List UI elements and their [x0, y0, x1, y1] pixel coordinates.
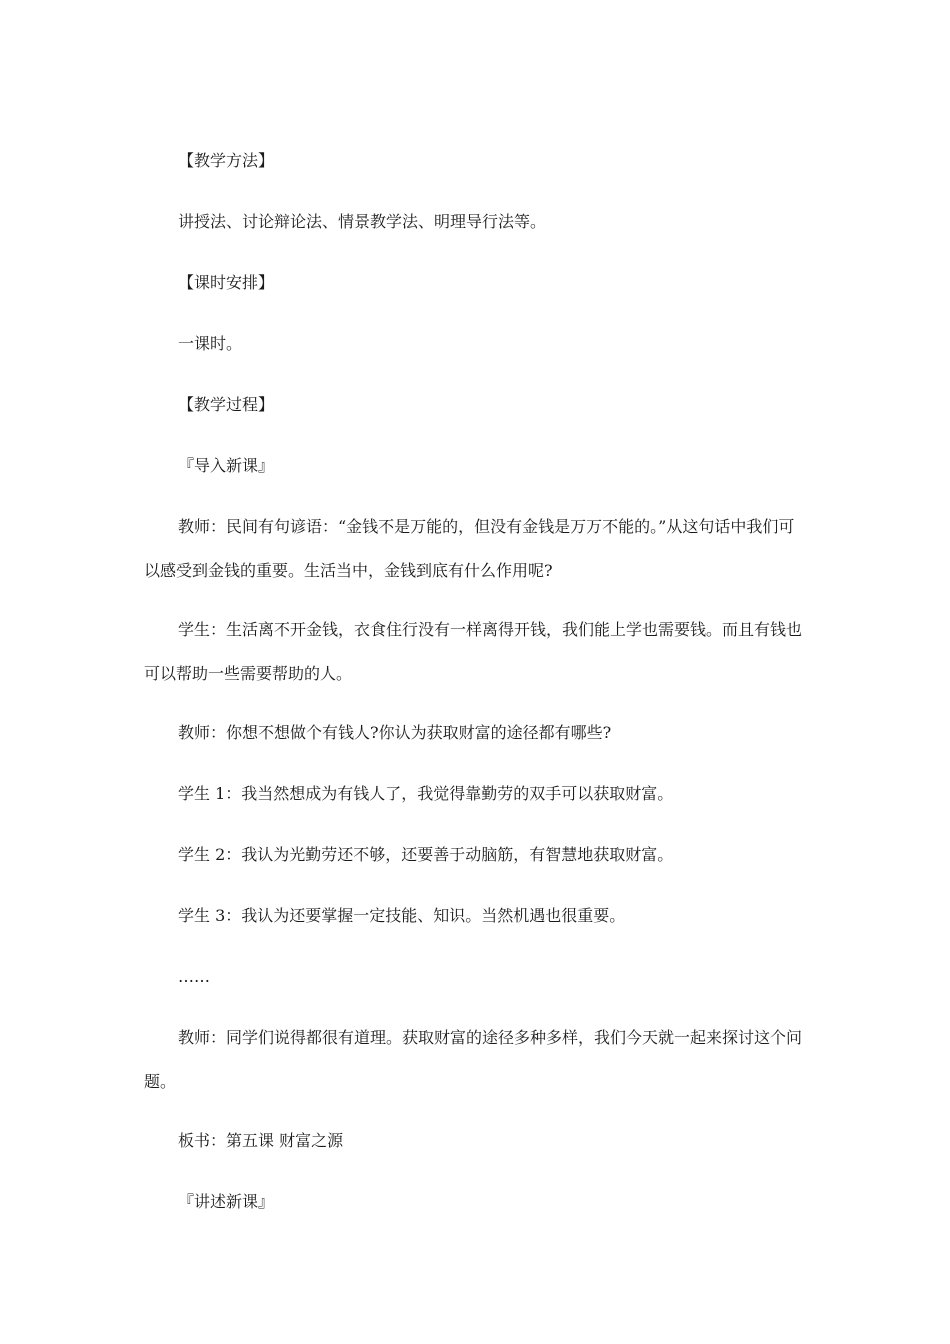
schedule-text: 一课时。 — [178, 334, 243, 353]
dialogue-paragraph: 学生 3：我认为还要掌握一定技能、知识。当然机遇也很重要。 — [178, 906, 626, 925]
dialogue-paragraph: 学生 2：我认为光勤劳还不够，还要善于动脑筋，有智慧地获取财富。 — [178, 845, 674, 864]
dialogue-paragraph: 教师：你想不想做个有钱人?你认为获取财富的途径都有哪些? — [178, 723, 612, 742]
schedule-heading: 【课时安排】 — [178, 273, 275, 292]
method-text: 讲授法、讨论辩论法、情景教学法、明理导行法等。 — [178, 212, 547, 231]
intro-heading: 『导入新课』 — [178, 456, 275, 475]
board-note: 板书：第五课 财富之源 — [178, 1131, 344, 1150]
dialogue-paragraph: 学生：生活离不开金钱，衣食住行没有一样离得开钱，我们能上学也需要钱。而且有钱也可以帮助一些需要帮助的人。 — [144, 620, 803, 683]
dialogue-paragraph: 学生 1：我当然想成为有钱人了，我觉得靠勤劳的双手可以获取财富。 — [178, 784, 674, 803]
dialogue-paragraph: 教师：民间有句谚语：“金钱不是万能的，但没有金钱是万万不能的。”从这句话中我们可以感受到金钱的重要。生活当中，金钱到底有什么作用呢? — [144, 517, 795, 580]
new-lesson-heading: 『讲述新课』 — [178, 1192, 275, 1211]
dialogue-paragraph: 教师：同学们说得都很有道理。获取财富的途径多种多样，我们今天就一起来探讨这个问题。 — [144, 1028, 803, 1091]
method-heading: 【教学方法】 — [178, 151, 275, 170]
ellipsis: …… — [178, 967, 210, 986]
process-heading: 【教学过程】 — [178, 395, 275, 414]
